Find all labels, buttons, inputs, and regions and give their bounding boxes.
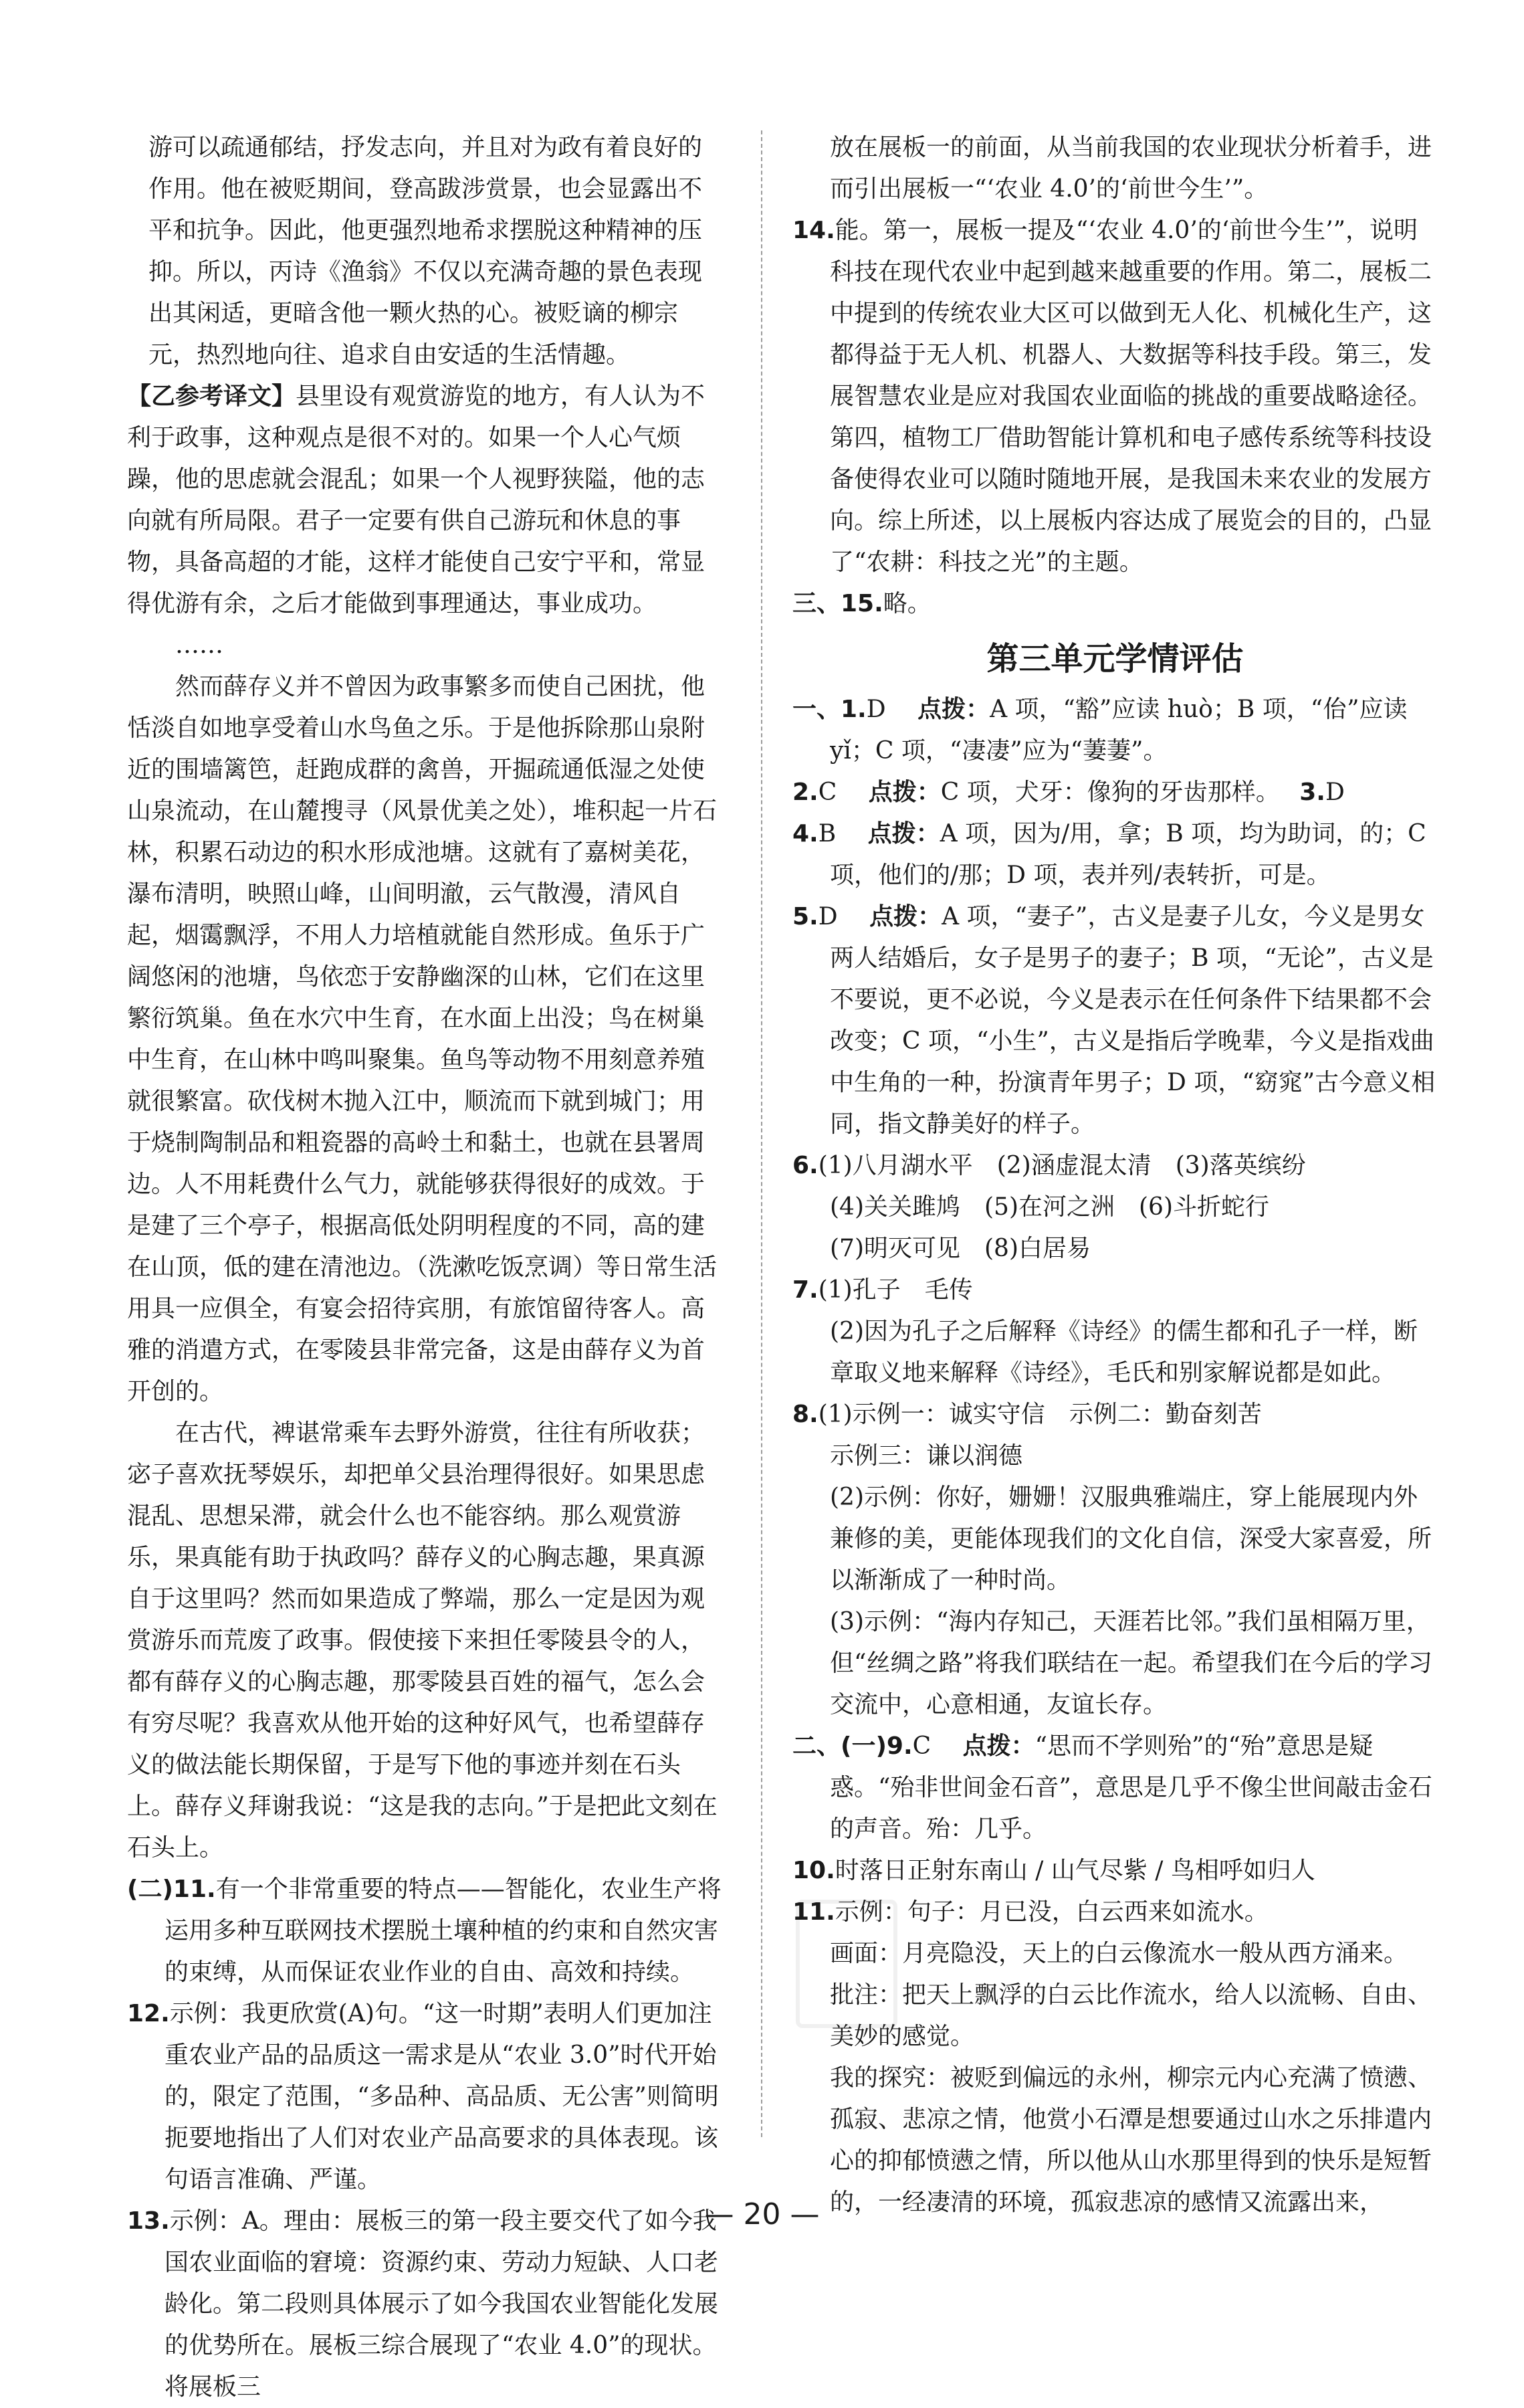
question-15 — [792, 583, 1438, 625]
question-11-answer: 有一个非常重要的特点——智能化，农业生产将运用多种互联网技术摆脱土壤种植的约束和自然灾害的束缚，从而保证农业作业的自由、高效和持续。 — [165, 1876, 722, 1986]
question-13-continued: 放在展板一的前面，从当前我国的农业现状分析着手，进而引出展板一“‘农业 4.0’的‘前世今生’”。 — [830, 134, 1432, 203]
answer-10-text: 时落日正射东南山 / 山气尽紫 / 鸟相呼如归人 — [835, 1857, 1315, 1884]
paragraph-yi-translation — [127, 376, 726, 625]
yi-translation-label: 【乙参考译文】 — [127, 383, 296, 410]
question-15-answer: 略。 — [883, 590, 932, 617]
answer-2-hint: C 项，犬牙：像狗的牙齿那样。 — [940, 779, 1268, 806]
answer-1-choice: D — [866, 696, 886, 723]
question-12-answer: 示例：我更欣赏(A)句。“这一时期”表明人们更加注重农业产品的品质这一需求是从“农业 3.0”时代开始的，限定了范围，“多品种、高品质、无公害”则简明扼要地指出了人们对农业产品高要求的具体表现。该句语言准确、严谨。 — [165, 2000, 719, 2193]
answer-8-line-3: (2)示例：你好，姗姗！汉服典雅端庄，穿上能展现内外兼修的美，更能体现我们的文化自信，深受大家喜爱，所以渐渐成了一种时尚。 — [830, 1484, 1432, 1594]
question-13 — [127, 2201, 726, 2408]
answer-4-hint: A 项，因为/用，拿；B 项，均为助词，的；C 项，他们的/那；D 项，表并列/表转折，可是。 — [830, 820, 1426, 889]
page-number: — 20 — — [704, 2197, 820, 2231]
answer-6-line-1: (1)八月湖水平 (2)涵虚混太清 (3)落英缤纷 — [818, 1152, 1306, 1179]
answer-7 — [792, 1270, 1438, 1311]
answer-8-number: 8. — [792, 1401, 819, 1428]
question-12-number: 12. — [127, 2000, 170, 2027]
answer-1 — [792, 689, 1438, 772]
answer-6 — [792, 1145, 1438, 1187]
answer-3-choice: D — [1325, 779, 1345, 806]
section-title: 第三单元学情评估 — [986, 640, 1244, 678]
answer-6-line-3: (7)明灭可见 (8)白居易 — [830, 1235, 1091, 1262]
answer-7-line-2: (2)因为孔子之后解释《诗经》的儒生都和孔子一样，断章取义地来解释《诗经》，毛氏和别家解说都是如此。 — [830, 1318, 1418, 1387]
answer-2-choice: C — [818, 779, 837, 806]
answer-1-number: 一、1. — [792, 696, 867, 723]
yi-translation-text: 县里设有观赏游览的地方，有人认为不利于政事，这种观点是很不对的。如果一个人心气烦躁，他的思虑就会混乱；如果一个人视野狭隘，他的志向就有所局限。君子一定要有供自己游玩和休息的事物，具备高超的才能，这样才能使自己安宁平和，常显得优游有余，之后才能做到事理通达，事业成功。 — [127, 383, 705, 617]
hint-label: 点拨： — [869, 903, 942, 930]
answer-1-hint: A 项，“豁”应读 huò；B 项，“佁”应读 yǐ；C 项，“凄凄”应为“萋萋”。 — [830, 696, 1408, 765]
watermark-logo — [796, 1900, 897, 2028]
hint-label: 点拨： — [917, 696, 990, 723]
answer-9 — [792, 1726, 1438, 1850]
paragraph-ancient-times: 在古代，裨谌常乘车去野外游赏，往往有所收获；宓子喜欢抚琴娱乐，却把单父县治理得很好。如果思虑混乱、思想呆滞，就会什么也不能容纳。那么观赏游乐，果真能有助于执政吗？薛存义的心胸志趣，果真源自于这里吗？然而如果造成了弊端，那么一定是因为观赏游乐而荒废了政事。假使接下来担任零陵县令的人，都有薛存义的心胸志趣，那零陵县百姓的福气，怎么会有穷尽呢？我喜欢从他开始的这种好风气，也希望薛存义的做法能长期保留，于是写下他的事迹并刻在石头上。薛存义拜谢我说：“这是我的志向。”于是把此文刻在石头上。 — [127, 1419, 718, 1862]
question-13-number: 13. — [127, 2207, 170, 2235]
column-divider — [761, 130, 762, 2137]
answer-10-number: 10. — [792, 1857, 835, 1884]
answer-11-number: 11. — [792, 1898, 835, 1926]
paragraph-xue-cunyi: 然而薛存义并不曾因为政事繁多而使自己困扰，他恬淡自如地享受着山水鸟鱼之乐。于是他拆除那山泉附近的围墙篱笆，赶跑成群的禽兽，开掘疏通低湿之处使山泉流动，在山麓搜寻（风景优美之处），堆积起一片石林，积累石动边的积水形成池塘。这就有了嘉树美花，瀑布清明，映照山峰，山间明澈，云气散漫，清风自起，烟霭飘浮，不用人力培植就能自然形成。鱼乐于广阔悠闲的池塘，鸟依恋于安静幽深的山林，它们在这里繁衍筑巢。鱼在水穴中生育，在水面上出没；鸟在树巢中生育，在山林中鸣叫聚集。鱼鸟等动物不用刻意养殖就很繁富。砍伐树木抛入江中，顺流而下就到城门；用于烧制陶制品和粗瓷器的高岭土和黏土，也就在县署周边。人不用耗费什么气力，就能够获得很好的成效。于是建了三个亭子，根据高低处阴明程度的不同，高的建在山顶，低的建在清池边。（洗漱吃饭烹调）等日常生活用具一应俱全，有宴会招待宾朋，有旅馆留待客人。高雅的消遣方式，在零陵县非常完备，这是由薛存义为首开创的。 — [127, 673, 718, 1405]
answer-5-choice: D — [818, 903, 838, 930]
answer-11-line-4: 我的探究：被贬到偏远的永州，柳宗元内心充满了愤懑、孤寂、悲凉之情，他赏小石潭是想要通过山水之乐排遣内心的抑郁愤懑之情，所以他从山水那里得到的快乐是短暂的，一经凄清的环境，孤寂悲凉的感情又流露出来， — [830, 2064, 1432, 2216]
answer-5-hint: A 项，“妻子”，古义是妻子儿女，今义是男女两人结婚后，女子是男子的妻子；B 项，“无论”，古义是不要说，更不必说，今义是表示在任何条件下结果都不会改变；C 项，“小生”，古义是指后学晚辈，今义是指戏曲中生角的一种，扮演青年男子；D 项，“窈窕”古今意义相同，指文静美好的样子。 — [830, 903, 1436, 1138]
answer-2-number: 2. — [792, 779, 819, 806]
answer-9-number: 二、(一)9. — [792, 1732, 913, 1760]
answer-11-line-1: 示例：句子：月已没，白云西来如流水。 — [835, 1898, 1269, 1926]
answer-8 — [792, 1394, 1438, 1435]
hint-label: 点拨： — [867, 820, 940, 847]
question-15-number: 三、15. — [792, 590, 883, 617]
question-14-number: 14. — [792, 217, 835, 244]
answer-9-choice: C — [912, 1732, 932, 1760]
answer-9-hint: “思而不学则殆”的“殆”意思是疑惑。“殆非世间金石音”，意思是几乎不像尘世间敲击金石的声音。殆：几乎。 — [830, 1732, 1432, 1843]
question-14 — [792, 210, 1438, 583]
answer-4-choice: B — [818, 820, 837, 847]
question-11 — [127, 1869, 726, 1993]
question-14-answer: 能。第一，展板一提及“‘农业 4.0’的‘前世今生’”，说明科技在现代农业中起到越来越重要的作用。第二，展板二中提到的传统农业大区可以做到无人化、机械化生产，这都得益于无人机、机器人、大数据等科技手段。第三，发展智慧农业是应对我国农业面临的挑战的重要战略途径。第四，植物工厂借助智能计算机和电子感传系统等科技设备使得农业可以随时随地开展，是我国未来农业的发展方向。综上所述，以上展板内容达成了展览会的目的，凸显了“农耕：科技之光”的主题。 — [830, 217, 1432, 576]
answer-2-3 — [792, 772, 1438, 813]
answer-8-line-2: 示例三：谦以润德 — [830, 1442, 1023, 1470]
answer-5-number: 5. — [792, 903, 819, 930]
question-12 — [127, 1993, 726, 2201]
hint-label: 点拨： — [962, 1732, 1035, 1760]
answer-3-number: 3. — [1299, 779, 1325, 806]
question-13-answer: 示例：A。理由：展板三的第一段主要交代了如今我国农业面临的窘境：资源约束、劳动力短缺、人口老龄化。第二段则具体展示了如今我国农业智能化发展的优势所在。展板三综合展现了“农业 4.0”的现状。将展板三 — [165, 2207, 719, 2401]
paragraph-jia-analysis: 游可以疏通郁结，抒发志向，并且对为政有着良好的作用。他在被贬期间，登高跋涉赏景，也会显露出不平和抗争。因此，他更强烈地希求摆脱这种精神的压抑。所以，丙诗《渔翁》不仅以充满奇趣的景色表现出其闲适，更暗含他一颗火热的心。被贬谪的柳宗元，热烈地向往、追求自由安适的生活情趣。 — [148, 134, 703, 369]
ellipsis: …… — [175, 631, 223, 659]
answer-8-line-4: (3)示例：“海内存知己，天涯若比邻。”我们虽相隔万里，但“丝绸之路”将我们联结在一起。希望我们在今后的学习交流中，心意相通，友谊长存。 — [830, 1608, 1432, 1718]
question-11-number: (二)11. — [127, 1876, 216, 1903]
answer-6-line-2: (4)关关雎鸠 (5)在河之洲 (6)斗折蛇行 — [830, 1193, 1269, 1221]
answer-10 — [792, 1850, 1438, 1892]
answer-5 — [792, 896, 1438, 1145]
hint-label: 点拨： — [868, 779, 941, 806]
answer-7-number: 7. — [792, 1276, 819, 1304]
answer-4 — [792, 813, 1438, 896]
answer-11-line-2: 画面：月亮隐没，天上的白云像流水一般从西方涌来。 — [830, 1940, 1408, 1967]
answer-4-number: 4. — [792, 820, 819, 847]
answer-6-number: 6. — [792, 1152, 819, 1179]
answer-11-line-3: 批注：把天上飘浮的白云比作流水，给人以流畅、自由、美妙的感觉。 — [830, 1981, 1432, 2050]
answer-8-line-1: (1)示例一：诚实守信 示例二：勤奋刻苦 — [818, 1401, 1262, 1428]
answer-7-line-1: (1)孔子 毛传 — [818, 1276, 973, 1304]
left-column — [127, 127, 726, 2408]
